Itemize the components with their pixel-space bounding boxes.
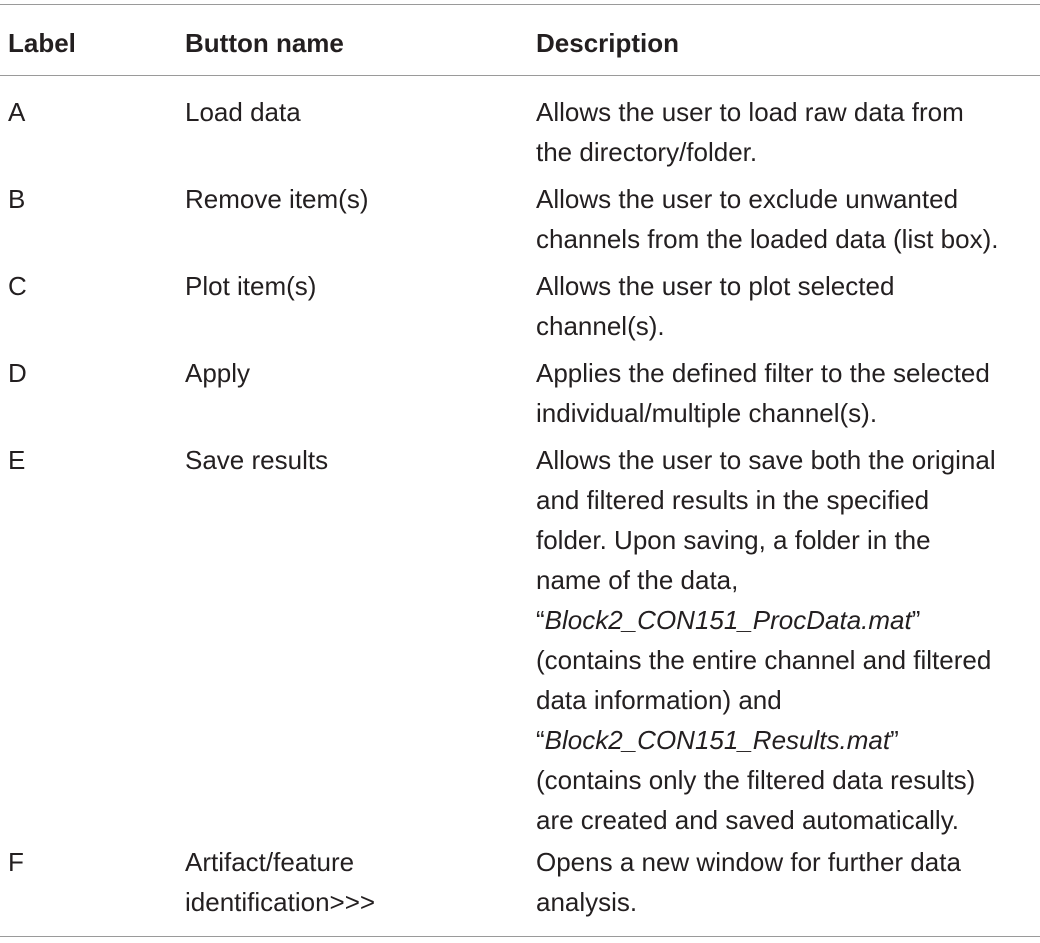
description-line: name of the data, bbox=[536, 565, 739, 595]
row-label: F bbox=[8, 847, 24, 877]
description-line: Allows the user to save both the original bbox=[536, 445, 996, 475]
row-description bbox=[536, 92, 1040, 172]
description-line-filename bbox=[536, 720, 1040, 760]
table-top-rule bbox=[0, 4, 1040, 5]
row-label: D bbox=[8, 358, 27, 388]
table-bottom-rule bbox=[0, 936, 1040, 937]
description-line: Allows the user to exclude unwanted bbox=[536, 184, 959, 214]
button-name-line: Apply bbox=[185, 358, 251, 388]
row-button-name bbox=[185, 179, 515, 219]
description-line: Allows the user to load raw data from bbox=[536, 97, 964, 127]
description-line: analysis. bbox=[536, 887, 638, 917]
header-button-name: Button name bbox=[185, 28, 344, 58]
button-name-line: Remove item(s) bbox=[185, 184, 369, 214]
close-quote: ” bbox=[911, 605, 921, 635]
row-button-name bbox=[185, 266, 515, 306]
header-label: Label bbox=[8, 28, 76, 58]
open-quote: “ bbox=[536, 605, 545, 635]
row-button-name bbox=[185, 353, 515, 393]
description-line: and filtered results in the specified bbox=[536, 485, 930, 515]
row-description bbox=[536, 179, 1040, 259]
row-button-name bbox=[185, 92, 515, 132]
description-line: folder. Upon saving, a folder in the bbox=[536, 525, 931, 555]
row-label: B bbox=[8, 184, 26, 214]
description-line: data information) and bbox=[536, 685, 782, 715]
filename-results: Block2_CON151_Results.mat bbox=[544, 725, 891, 755]
open-quote: “ bbox=[536, 725, 545, 755]
button-name-line: Plot item(s) bbox=[185, 271, 317, 301]
row-button-name bbox=[185, 842, 515, 922]
close-quote: ” bbox=[890, 725, 899, 755]
filename-procdata: Block2_CON151_ProcData.mat bbox=[544, 605, 912, 635]
table-header-rule bbox=[0, 75, 1040, 76]
description-line: the directory/folder. bbox=[536, 137, 758, 167]
row-label: E bbox=[8, 445, 26, 475]
button-name-line: Artifact/feature bbox=[185, 847, 355, 877]
row-label: A bbox=[8, 97, 26, 127]
description-line: are created and saved automatically. bbox=[536, 805, 959, 835]
description-line: channels from the loaded data (list box). bbox=[536, 224, 999, 254]
row-label: C bbox=[8, 271, 27, 301]
button-name-line: Load data bbox=[185, 97, 301, 127]
description-line: channel(s). bbox=[536, 311, 665, 341]
row-description bbox=[536, 842, 1040, 922]
table-header-row bbox=[0, 26, 1040, 60]
description-line: Applies the defined filter to the selected bbox=[536, 358, 990, 388]
row-description bbox=[536, 266, 1040, 346]
description-line: (contains only the filtered data results) bbox=[536, 765, 976, 795]
description-line: Opens a new window for further data bbox=[536, 847, 961, 877]
header-description: Description bbox=[536, 28, 680, 58]
description-line-filename bbox=[536, 600, 1040, 640]
button-name-line: identification>>> bbox=[185, 887, 376, 917]
description-line: individual/multiple channel(s). bbox=[536, 398, 878, 428]
description-line: Allows the user to plot selected bbox=[536, 271, 895, 301]
row-button-name bbox=[185, 440, 515, 480]
row-description bbox=[536, 353, 1040, 433]
row-description bbox=[536, 440, 1040, 840]
description-line: (contains the entire channel and filtered bbox=[536, 645, 992, 675]
button-name-line: Save results bbox=[185, 445, 329, 475]
